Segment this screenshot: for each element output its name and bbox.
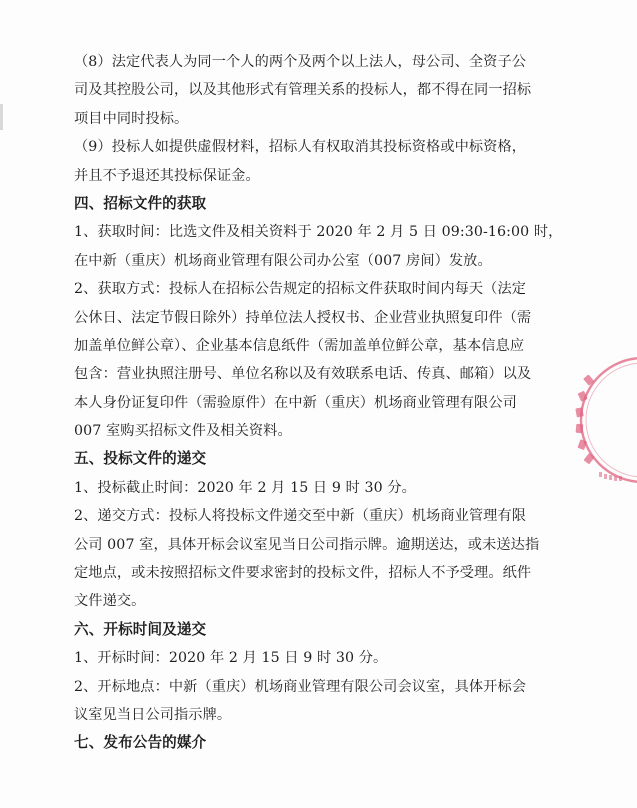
text-line: 定地点，或未按照招标文件要求密封的投标文件，招标人不予受理。纸件 <box>74 565 532 582</box>
text-line: 项目中同时投标。 <box>74 110 189 127</box>
text-line: 2、开标地点：中新（重庆）机场商业管理有限公司会议室，具体开标会 <box>74 678 527 695</box>
text-line: 1、投标截止时间：2020 年 2 月 15 日 9 时 30 分。 <box>74 479 416 496</box>
text-line: 1、获取时间：比选文件及相关资料于 2020 年 2 月 5 日 09:30-16:00 时， <box>74 224 563 241</box>
text-line: 在中新（重庆）机场商业管理有限公司办公室（007 房间）发放。 <box>74 252 492 269</box>
text-line: 并且不予退还其投标保证金。 <box>74 167 260 184</box>
text-line: 议室见当日公司指示牌。 <box>74 706 232 723</box>
text-line: （8）法定代表人为同一个人的两个及两个以上法人，母公司、全资子公 <box>74 54 527 70</box>
text-line: 公休日、法定节假日除外）持单位法人授权书、企业营业执照复印件（需 <box>74 309 532 326</box>
text-line: （9）投标人如提供虚假材料，招标人有权取消其投标资格或中标资格， <box>74 139 527 156</box>
text-line: 本人身份证复印件（需验原件）在中新（重庆）机场商业管理有限公司 <box>74 394 517 411</box>
section-heading: 七、发布公告的媒介 <box>74 734 207 752</box>
text-line: 007 室购买招标文件及相关资料。 <box>74 423 292 440</box>
text-line: 2、获取方式：投标人在招标公告规定的招标文件获取时间内每天（法定 <box>74 281 527 298</box>
official-seal <box>565 348 637 498</box>
text-line: 司及其控股公司，以及其他形式有管理关系的投标人，都不得在同一招标 <box>74 82 532 99</box>
scan-edge-mark <box>0 104 3 130</box>
text-line: 公司 007 室，具体开标会议室见当日公司指示牌。逾期送达，或未送达指 <box>74 536 540 553</box>
section-heading: 五、投标文件的递交 <box>74 450 207 468</box>
text-line: 2、递交方式：投标人将投标文件递交至中新（重庆）机场商业管理有限 <box>74 508 527 525</box>
text-line: 文件递交。 <box>74 593 146 610</box>
seal-stamp-icon <box>565 348 637 498</box>
text-line: 1、开标时间：2020 年 2 月 15 日 9 时 30 分。 <box>74 650 388 667</box>
section-heading: 六、开标时间及递交 <box>74 620 207 638</box>
text-line: 包含：营业执照注册号、单位名称以及有效联系电话、传真、邮箱）以及 <box>74 366 532 383</box>
section-heading: 四、招标文件的获取 <box>74 194 207 212</box>
document-body <box>74 48 594 758</box>
text-line: 加盖单位鲜公章）、企业基本信息纸件（需加盖单位鲜公章，基本信息应 <box>74 337 525 354</box>
